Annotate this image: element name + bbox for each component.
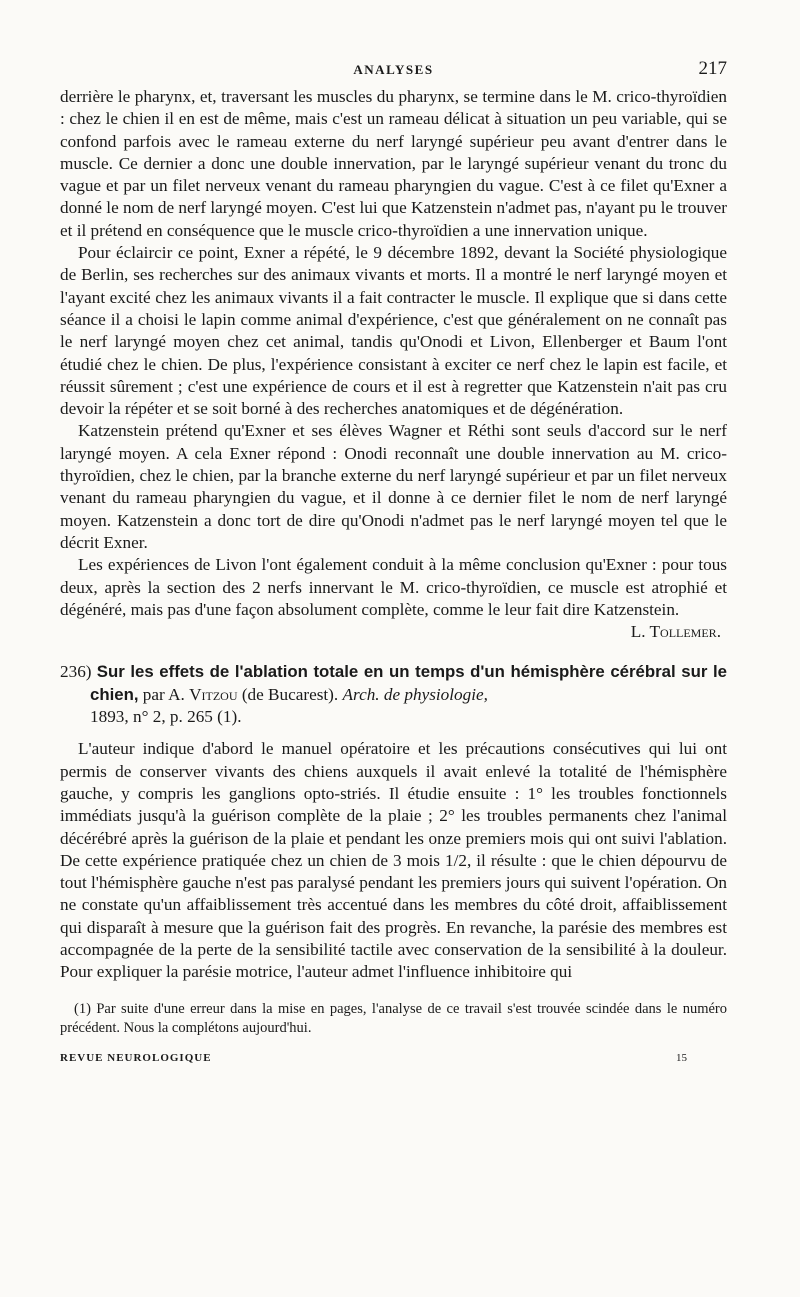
article-number: 236): [60, 662, 92, 682]
article-body: L'auteur indique d'abord le manuel opératoire et les précautions consécutives qui lui ont permis de conserver vivants des chiens auxquels il avait enlevé la totalité de l'hémisphère gauche, y compris les ganglions opto-striés. Il étudie ensuite : 1° les troubles fonctionnels immédiats jusqu'à la guérison complète de la plaie ; 2° les troubles permanents chez l'animal décérébré après la guérison de la plaie et pendant les onze premiers mois qui ont suivi l'ablation. De cette expérience pratiquée chez un chien de 3 mois 1/2, il résulte : que le chien dépourvu de tout l'hémisphère gauche n'est pas paralysé pendant les premiers jours qui suivent l'opération. On ne constate qu'un affaiblissement très accentué dans les membres du côté droit, affaiblissement qui disparaît à mesure que la guérison fait des progrès. En revanche, la parésie des membres est accompagnée de la perte de la sensibilité tactile avec conservation de la sensibilité à la douleur. Pour expliquer la parésie motrice, l'auteur admet l'influence inhibitoire qui: [60, 739, 728, 982]
journal-name: Arch. de physiologie,: [342, 684, 488, 704]
page: [60, 52, 727, 1072]
author-signature: [60, 621, 721, 643]
paragraph-2: Pour éclaircir ce point, Exner a répété, le 9 décembre 1892, devant la Société physiologique de Berlin, ses recherches sur des animaux vivants et morts. Il a montré le nerf laryngé moyen et l'ayant excité chez les animaux vivants il a fait contracter le muscle. Il explique que si dans cette séance il a choisi le lapin comme animal d'expérience, c'est que généralement on ne connaît pas le nerf laryngé moyen chez cet animal, tandis qu'Onodi et Livon, Ellenberger et Baum l'ont étudié chez le chien. De plus, l'expérience consistant à exciter ce nerf chez le lapin est facile, et réussit sûrement ; c'est une expérience de cours et il est à regretter que Katzenstein n'ait pas cru devoir la répéter et se soit borné à des recherches anatomiques et de dégénération.: [60, 243, 727, 419]
paragraph-3: Katzenstein prétend qu'Exner et ses élèves Wagner et Réthi sont seuls d'accord sur le nerf laryngé moyen. A cela Exner répond : Onodi reconnaît une double innervation au M. crico-thyroïdien, chez le chien, par la branche externe du nerf laryngé supérieur et par un filet nerveux venant du rameau pharyngien du vague, et il donne à ce dernier filet le nom de nerf laryngé moyen. Katzenstein a donc tort de dire qu'Onodi n'admet pas le nerf laryngé moyen tel que le décrit Exner.: [60, 421, 727, 552]
article-title: Sur les effets de l'ablation totale en un temps d'un hémisphère cérébral sur le chien,: [90, 662, 727, 704]
paragraph-1: derrière le pharynx, et, traversant les muscles du pharynx, se termine dans le M. crico-thyroïdien : chez le chien il en est de même, mais c'est un rameau délicat à situation un peu variable, qui se confond parfois avec le rameau externe du nerf laryngé supérieur peu avant d'entrer dans le muscle. Ce dernier a donc une double innervation, par le laryngé supérieur venant du tronc du vague et par un filet nerveux venant du rameau pharyngien du vague. C'est à ce filet qu'Exner a donné le nom de nerf laryngé moyen. C'est lui que Katzenstein n'admet pas, n'ayant pu le trouver et il prétend en conséquence que le muscle crico-thyroïdien a une innervation unique.: [60, 87, 727, 240]
article-heading: [60, 661, 727, 728]
paragraph-4: Les expériences de Livon l'ont également conduit à la même conclusion qu'Exner : pour tous deux, après la section des 2 nerfs innervant le M. crico-thyroïdien, ce muscle est atrophié et dégénéré, mais pas d'une façon absolument complète, comme le leur fait dire Katzenstein.: [60, 555, 727, 619]
page-number: 217: [698, 58, 727, 79]
author-prefix: par A.: [142, 684, 185, 704]
article-author: Vitzou: [189, 684, 238, 704]
signature-text: L. Tollemer.: [630, 622, 721, 642]
running-head: [60, 52, 727, 86]
footer-journal: REVUE NEUROLOGIQUE: [60, 1051, 212, 1064]
footnote: (1) Par suite d'une erreur dans la mise en pages, l'analyse de ce travail s'est trouvée scindée dans le numéro précédent. Nous la complétons aujourd'hui.: [60, 1000, 727, 1036]
footer-signature-mark: 15: [676, 1051, 687, 1064]
page-footer: [60, 1052, 727, 1072]
author-affiliation: (de Bucarest).: [241, 684, 339, 704]
running-title: ANALYSES: [353, 62, 434, 77]
citation: 1893, n° 2, p. 265 (1).: [90, 707, 242, 727]
